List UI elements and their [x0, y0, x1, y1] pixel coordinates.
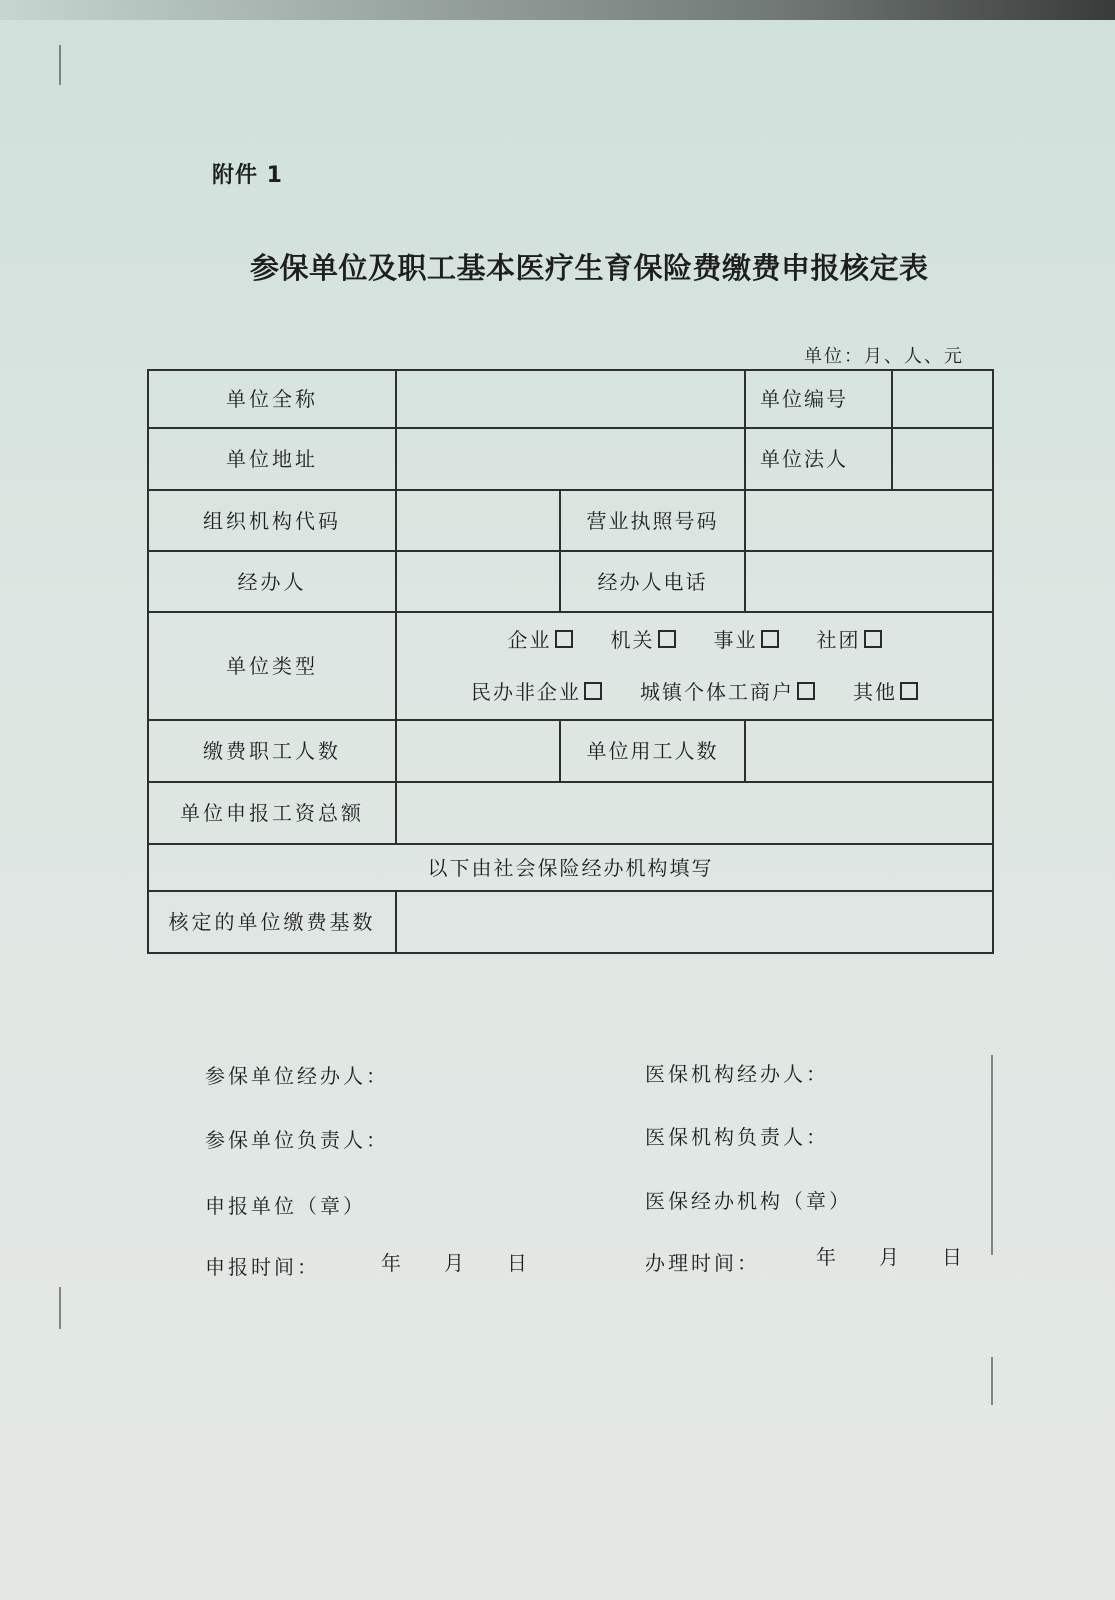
type-enterprise-option[interactable]: 企业 [508, 625, 573, 655]
company-address-label: 单位地址 [148, 428, 396, 490]
government-checkbox[interactable] [658, 630, 676, 648]
applicant-unit-seal-label: 申报单位（章） [205, 1194, 366, 1218]
company-number-label: 单位编号 [745, 370, 892, 428]
medical-manager-signature-label: 医保机构负责人： [645, 1125, 829, 1149]
company-type-options-row2 [403, 677, 986, 707]
process-year-label: 年 [816, 1245, 836, 1269]
company-address-row [148, 428, 993, 490]
type-individual-business-option[interactable]: 城镇个体工商户 [640, 677, 815, 707]
employment-count-field[interactable] [745, 720, 993, 782]
left-edge-mark [59, 45, 61, 85]
organization-code-field[interactable] [396, 490, 560, 551]
wage-total-label: 单位申报工资总额 [148, 782, 396, 844]
company-type-label: 单位类型 [148, 612, 396, 720]
company-type-options-row1 [403, 625, 986, 655]
medical-office-seal-label: 医保经办机构（章） [645, 1189, 852, 1213]
apply-month-label: 月 [444, 1251, 464, 1275]
right-edge-mark [991, 1055, 993, 1255]
agent-field[interactable] [396, 551, 560, 612]
page-title: 参保单位及职工基本医疗生育保险费缴费申报核定表 [250, 251, 929, 285]
agent-label: 经办人 [148, 551, 396, 612]
apply-date-placeholders [381, 1247, 570, 1276]
approved-base-field[interactable] [396, 891, 993, 953]
enterprise-checkbox[interactable] [555, 630, 573, 648]
apply-day-label: 日 [507, 1251, 527, 1275]
right-lower-edge-mark [991, 1357, 993, 1405]
individual-business-checkbox[interactable] [797, 682, 815, 700]
agent-phone-label: 经办人电话 [560, 551, 745, 612]
company-name-row [148, 370, 993, 428]
type-government-option[interactable]: 机关 [611, 625, 676, 655]
company-name-field[interactable] [396, 370, 745, 428]
agent-phone-field[interactable] [745, 551, 993, 612]
agency-section-note: 以下由社会保险经办机构填写 [148, 844, 993, 891]
wage-total-field[interactable] [396, 782, 993, 844]
apply-year-label: 年 [381, 1251, 401, 1275]
wage-total-row [148, 782, 993, 844]
paying-workers-label: 缴费职工人数 [148, 720, 396, 782]
unit-label: 单位：月、人、元 [804, 346, 964, 367]
type-institution-option[interactable]: 事业 [714, 625, 779, 655]
business-license-label: 营业执照号码 [560, 490, 745, 551]
agency-section-row [148, 844, 993, 891]
company-type-row [148, 612, 993, 720]
attachment-label: 附件 1 [212, 163, 283, 188]
employment-count-label: 单位用工人数 [560, 720, 745, 782]
approved-base-label: 核定的单位缴费基数 [148, 891, 396, 953]
legal-person-field[interactable] [892, 428, 993, 490]
other-checkbox[interactable] [900, 682, 918, 700]
organization-code-row [148, 490, 993, 551]
type-association-option[interactable]: 社团 [817, 625, 882, 655]
medical-agent-signature-label: 医保机构经办人： [645, 1062, 829, 1086]
scan-top-shadow [0, 0, 1115, 20]
worker-count-row [148, 720, 993, 782]
agent-row [148, 551, 993, 612]
type-private-nonenterprise-option[interactable]: 民办非企业 [471, 677, 602, 707]
company-number-field[interactable] [892, 370, 993, 428]
paying-workers-field[interactable] [396, 720, 560, 782]
private-nonenterprise-checkbox[interactable] [584, 682, 602, 700]
process-date-placeholders [816, 1241, 1005, 1270]
process-day-label: 日 [942, 1245, 962, 1269]
company-type-options [396, 612, 993, 720]
business-license-field[interactable] [745, 490, 993, 551]
institution-checkbox[interactable] [761, 630, 779, 648]
company-address-field[interactable] [396, 428, 745, 490]
approved-base-row [148, 891, 993, 953]
organization-code-label: 组织机构代码 [148, 490, 396, 551]
company-name-label: 单位全称 [148, 370, 396, 428]
left-lower-edge-mark [59, 1287, 61, 1329]
insured-manager-signature-label: 参保单位负责人： [205, 1128, 389, 1152]
declaration-form-table [147, 369, 994, 954]
type-other-option[interactable]: 其他 [853, 677, 918, 707]
association-checkbox[interactable] [864, 630, 882, 648]
process-time-label: 办理时间： [645, 1251, 760, 1275]
process-month-label: 月 [879, 1245, 899, 1269]
legal-person-label: 单位法人 [745, 428, 892, 490]
apply-time-label: 申报时间： [205, 1255, 320, 1279]
insured-agent-signature-label: 参保单位经办人： [205, 1064, 389, 1088]
